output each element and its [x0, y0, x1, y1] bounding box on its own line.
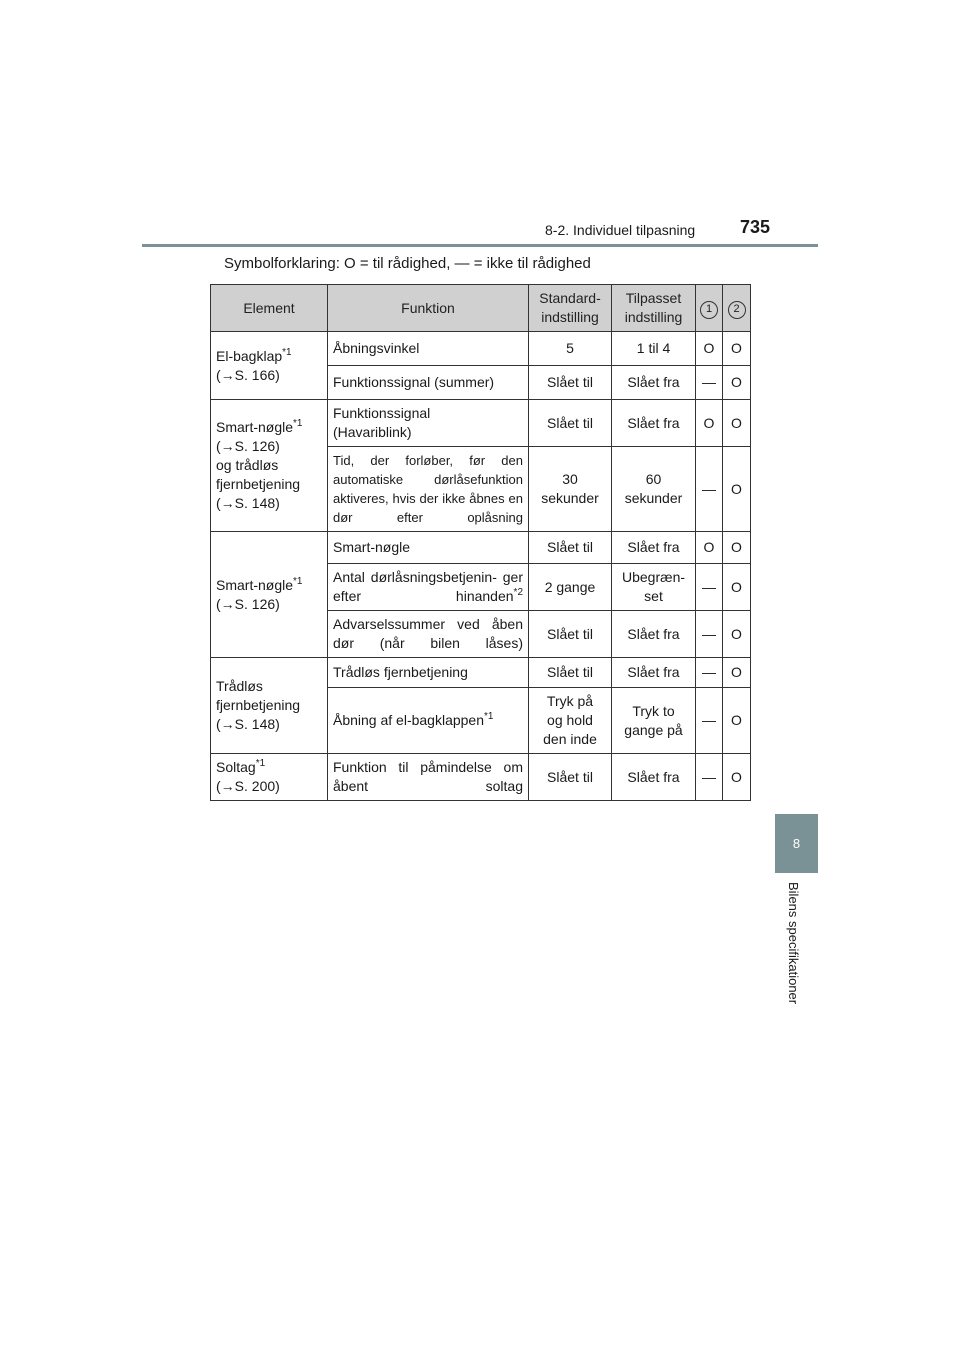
footnote-marker: *1	[293, 575, 303, 587]
method-2-cell: O	[723, 564, 751, 611]
method-2-cell: O	[723, 532, 751, 564]
table-row	[211, 754, 751, 801]
function-text: Antal dørlåsningsbetjenin- ger efter hinanden	[333, 569, 523, 604]
chapter-label: Bilens specifikationer	[786, 882, 801, 1005]
chapter-number: 8	[792, 836, 801, 851]
function-cell	[328, 688, 529, 754]
custom-cell: Slået fra	[612, 754, 696, 801]
method-2-cell: O	[723, 447, 751, 532]
method-2-cell: O	[723, 754, 751, 801]
custom-cell: Ubegræn- set	[612, 564, 696, 611]
table-row	[211, 400, 751, 447]
table-row	[211, 332, 751, 366]
custom-cell: Slået fra	[612, 658, 696, 688]
header-element: Element	[211, 285, 328, 332]
function-text: Åbning af el-bagklappen	[333, 712, 485, 728]
method-2-cell: O	[723, 658, 751, 688]
header-method-2	[723, 285, 751, 332]
standard-cell: Tryk på og hold den inde	[529, 688, 612, 754]
element-name: El-bagklap	[216, 347, 283, 364]
function-cell: Advarselssummer ved åben dør (når bilen låses)	[328, 611, 529, 658]
standard-cell: Slået til	[529, 366, 612, 400]
function-cell: Funktionssignal (Havariblink)	[328, 400, 529, 447]
footnote-marker: *2	[513, 587, 523, 598]
section-title: 8-2. Individuel tilpasning	[545, 222, 696, 238]
element-name: Smart-nøgle	[216, 419, 294, 435]
custom-cell: 60 sekunder	[612, 447, 696, 532]
method-1-cell: O	[696, 332, 723, 366]
method-1-cell: —	[696, 366, 723, 400]
method-1-cell: —	[696, 447, 723, 532]
element-cell	[211, 532, 328, 658]
method-1-icon: 1	[700, 301, 718, 319]
chapter-tab[interactable]	[775, 814, 818, 873]
function-cell: Funktionssignal (summer)	[328, 366, 529, 400]
method-2-cell: O	[723, 688, 751, 754]
function-cell: Åbningsvinkel	[328, 332, 529, 366]
element-name: Smart-nøgle	[216, 576, 294, 593]
standard-cell: Slået til	[529, 754, 612, 801]
standard-cell: 5	[529, 332, 612, 366]
table-row	[211, 532, 751, 564]
standard-cell: 30 sekunder	[529, 447, 612, 532]
page-reference[interactable]: (→S. 126)	[216, 595, 280, 612]
method-1-cell: —	[696, 564, 723, 611]
footnote-marker: *1	[255, 758, 266, 769]
standard-cell: Slået til	[529, 611, 612, 658]
standard-cell: Slået til	[529, 658, 612, 688]
page-reference[interactable]: (→S. 126) og trådløs fjernbetjening (→S. 148)	[216, 438, 301, 511]
symbol-legend: Symbolforklaring: O = til rådighed, — = ikke til rådighed	[224, 255, 591, 272]
standard-cell: Slået til	[529, 400, 612, 447]
method-2-cell: O	[723, 366, 751, 400]
method-1-cell: —	[696, 611, 723, 658]
table-row	[211, 658, 751, 688]
standard-cell: Slået til	[529, 532, 612, 564]
method-1-cell: O	[696, 400, 723, 447]
custom-cell: Slået fra	[612, 366, 696, 400]
method-1-cell: —	[696, 754, 723, 801]
custom-cell: Slået fra	[612, 400, 696, 447]
method-1-cell: —	[696, 658, 723, 688]
custom-cell: Slået fra	[612, 532, 696, 564]
method-1-cell: O	[696, 532, 723, 564]
element-cell	[211, 400, 328, 532]
page-reference[interactable]: (→S. 200)	[216, 778, 280, 794]
footnote-marker: *1	[484, 711, 494, 722]
element-name-and-reference[interactable]: Trådløs fjernbetjening (→S. 148)	[216, 678, 301, 732]
custom-cell: 1 til 4	[612, 332, 696, 366]
element-cell	[211, 658, 328, 754]
header-tilpasset: Tilpasset indstilling	[612, 285, 696, 332]
header-funktion: Funktion	[328, 285, 529, 332]
footnote-marker: *1	[293, 418, 303, 429]
element-cell	[211, 754, 328, 801]
footnote-marker: *1	[282, 346, 292, 358]
header-standard: Standard- indstilling	[529, 285, 612, 332]
standard-cell: 2 gange	[529, 564, 612, 611]
custom-cell: Tryk to gange på	[612, 688, 696, 754]
method-2-cell: O	[723, 400, 751, 447]
function-cell	[328, 564, 529, 611]
page-reference[interactable]: (→S. 166)	[216, 366, 280, 383]
custom-cell: Slået fra	[612, 611, 696, 658]
method-2-icon: 2	[728, 301, 746, 319]
header-rule	[142, 244, 818, 247]
function-cell: Trådløs fjernbetjening	[328, 658, 529, 688]
function-cell: Tid, der forløber, før den automatiske dørlåsefunktion aktiveres, hvis der ikke åbnes en dør efter oplåsning	[328, 447, 529, 532]
method-1-cell: —	[696, 688, 723, 754]
page-number: 735	[740, 217, 771, 237]
element-name: Soltag	[216, 759, 256, 775]
method-2-cell: O	[723, 332, 751, 366]
method-2-cell: O	[723, 611, 751, 658]
function-cell: Smart-nøgle	[328, 532, 529, 564]
table-header-row	[211, 285, 751, 332]
function-cell: Funktion til påmindelse om åbent soltag	[328, 754, 529, 801]
customization-table	[210, 284, 751, 801]
element-cell	[211, 332, 328, 400]
header-method-1	[696, 285, 723, 332]
